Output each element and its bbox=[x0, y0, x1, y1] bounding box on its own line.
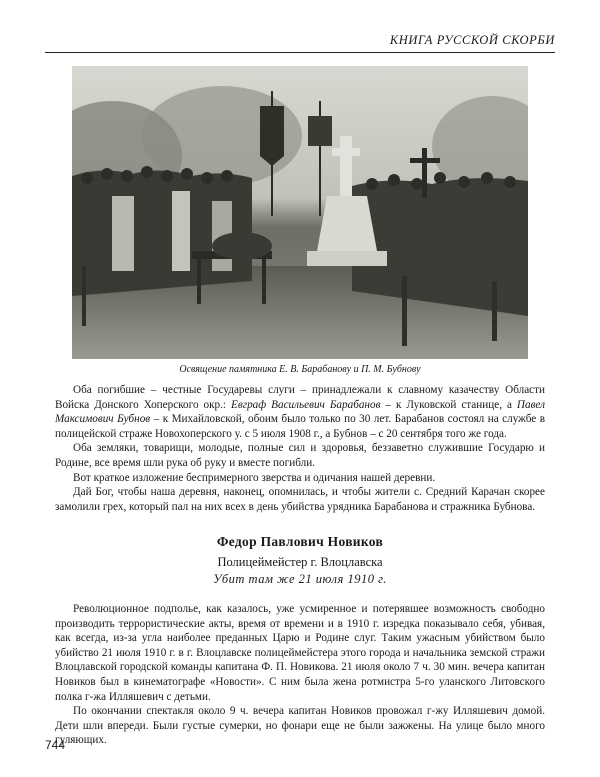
paragraph: По окончании спектакля около 9 ч. вечера капитан Новиков провожал г-жу Илляшевич домой. Дети шли впереди. Были густые сумерки, но фонари еще не были зажжены. На улице было много гуляющих. bbox=[55, 705, 545, 747]
running-header-title: КНИГА РУССКОЙ СКОРБИ bbox=[389, 33, 555, 47]
header-rule bbox=[45, 52, 555, 53]
historical-photo bbox=[72, 66, 528, 359]
photo-caption: Освящение памятника Е. В. Барабанову и П. М. Бубнову bbox=[179, 364, 421, 375]
section1-text bbox=[55, 383, 545, 514]
paragraph: Дай Бог, чтобы наша деревня, наконец, опомнилась, и чтобы жители с. Средний Карачан скорее замолили грех, который пал на них всех в день убийства урядника Барабанова и стражника Бубнова. bbox=[55, 486, 545, 513]
section2-subheading-date: Убит там же 21 июля 1910 г. bbox=[213, 572, 387, 586]
paragraph: Оба земляки, товарищи, молодые, полные сил и здоровья, беззаветно служившие Государю и Родине, все время шли рука об руку и вместе погибли. bbox=[55, 442, 545, 469]
section2-text bbox=[55, 602, 545, 748]
section2-subheading: Полицеймейстер г. Влоцлавска bbox=[217, 555, 383, 569]
page-number: 744 bbox=[45, 738, 66, 752]
paragraph: Революционное подполье, как казалось, уже усмиренное и потерявшее возможность свободно производить террористические акты, время от времени и в 1910 г. изредка показывало себя, убивая, как всегда, из-за угла наиболее преданных Царю и Родине слуг. Таким ужасным убийством было убийство 21 июля 1910 г. в г. Влоцлавске полицеймейстера этого города и начальника земской стражи Влоцлавской городской команды капитана Ф. П. Новикова. 21 июля около 7 ч. 30 мин. вечера капитан Новиков был в кинематографе «Новости». С ним была жена ротмистра 5-го уланского Литовского полка г-жа Илляшевич с детьми. bbox=[55, 603, 545, 703]
section2-heading: Федор Павлович Новиков bbox=[216, 534, 384, 549]
paragraph: Оба погибшие – честные Государевы слуги – принадлежали к славному казачеству Области Войска Донского Хоперского окр.: Евграф Васильевич Барабанов – к Луковской станице, а Павел Максимович Бубнов – к Михайловской, обоим было только по 30 лет. Барабанов состоял на службе в полицейской страже Новохоперского у. с 5 июля 1908 г., а Бубнов – с 20 сентября того же года. bbox=[55, 384, 545, 440]
paragraph: Вот краткое изложение беспримерного зверства и одичания нашей деревни. bbox=[73, 471, 436, 484]
